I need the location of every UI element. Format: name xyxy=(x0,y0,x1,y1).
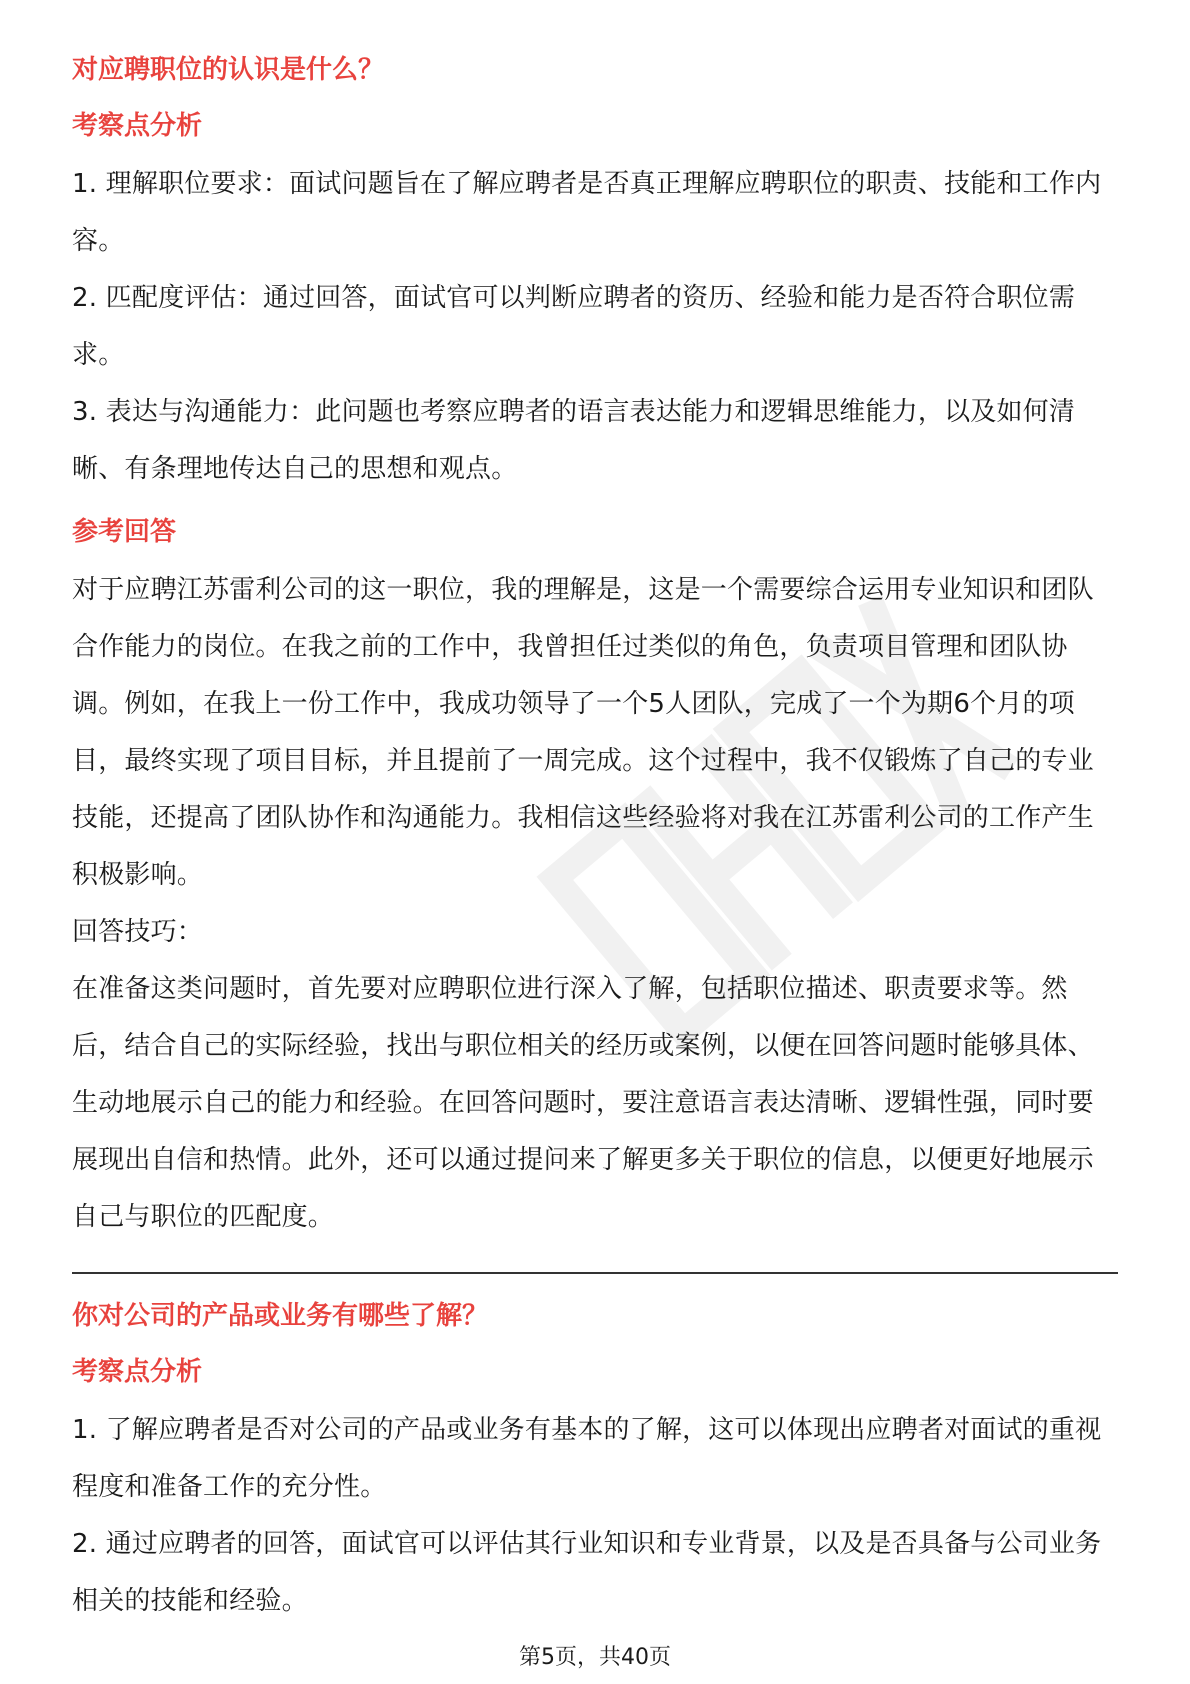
analysis-point: 1. 理解职位要求：面试问题旨在了解应聘者是否真正理解应聘职位的职责、技能和工作内容。 xyxy=(72,169,1102,256)
analysis-point: 3. 表达与沟通能力：此问题也考察应聘者的语言表达能力和逻辑思维能力，以及如何清晰、有条理地传达自己的思想和观点。 xyxy=(72,397,1076,484)
analysis-point: 1. 了解应聘者是否对公司的产品或业务有基本的了解，这可以体现出应聘者对面试的重视程度和准备工作的充分性。 xyxy=(72,1415,1102,1502)
answer-heading: 参考回答 xyxy=(72,517,177,547)
tips-text: 在准备这类问题时，首先要对应聘职位进行深入了解，包括职位描述、职责要求等。然后，结合自己的实际经验，找出与职位相关的经历或案例，以便在回答问题时能够具体、生动地展示自己的能力和经验。在回答问题时，要注意语言表达清晰、逻辑性强，同时要展现出自信和热情。此外，还可以通过提问来了解更多关于职位的信息，以便更好地展示自己与职位的匹配度。 xyxy=(72,974,1094,1232)
analysis-heading-1: 考察点分析 xyxy=(72,111,203,141)
analysis-point: 2. 匹配度评估：通过回答，面试官可以判断应聘者的资历、经验和能力是否符合职位需求。 xyxy=(72,283,1076,370)
question-title-2: 你对公司的产品或业务有哪些了解？ xyxy=(72,1301,489,1331)
answer-text: 对于应聘江苏雷利公司的这一职位，我的理解是，这是一个需要综合运用专业知识和团队合作能力的岗位。在我之前的工作中，我曾担任过类似的角色，负责项目管理和团队协调。例如，在我上一份工作中，我成功领导了一个5人团队，完成了一个为期6个月的项目，最终实现了项目目标，并且提前了一周完成。这个过程中，我不仅锻炼了自己的专业技能，还提高了团队协作和沟通能力。我相信这些经验将对我在江苏雷利公司的工作产生积极影响。 xyxy=(72,575,1094,890)
analysis-heading-2: 考察点分析 xyxy=(72,1357,203,1387)
main-content xyxy=(72,50,1118,1630)
question-title-1: 对应聘职位的认识是什么？ xyxy=(72,55,385,85)
tips-label: 回答技巧： xyxy=(72,917,204,947)
section-divider xyxy=(72,1272,1118,1274)
page-number: 第5页，共40页 xyxy=(519,1645,671,1670)
analysis-point: 2. 通过应聘者的回答，面试官可以评估其行业知识和专业背景，以及是否具备与公司业务相关的技能和经验。 xyxy=(72,1529,1102,1616)
